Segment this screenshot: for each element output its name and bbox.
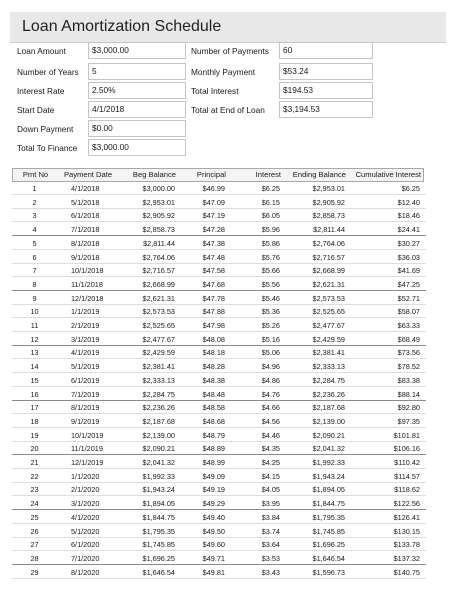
number-of-years-label: Number of Years xyxy=(17,67,79,77)
cell-principal: $47.48 xyxy=(202,252,225,262)
cell-ending-balance: $2,381.41 xyxy=(312,348,345,358)
down-payment-label: Down Payment xyxy=(17,124,74,134)
cell-ending-balance: $2,716.57 xyxy=(312,252,345,262)
interest-rate-label: Interest Rate xyxy=(17,86,65,96)
cell-interest: $4.46 xyxy=(261,430,280,440)
cell-interest: $5.96 xyxy=(261,225,280,235)
cell-ending-balance: $2,429.59 xyxy=(312,334,345,344)
cell-pmt-no: 18 xyxy=(30,416,39,426)
cell-beg-balance: $2,905.92 xyxy=(142,211,175,221)
cell-pmt-no: 22 xyxy=(30,471,39,481)
cell-principal: $48.28 xyxy=(202,362,225,372)
total-interest-field[interactable]: $194.53 xyxy=(279,82,373,99)
cell-beg-balance: $2,090.21 xyxy=(142,444,175,454)
cell-pmt-no: 20 xyxy=(30,444,39,454)
cell-cumulative-interest: $126.41 xyxy=(393,512,420,522)
cell-payment-date: 12/1/2018 xyxy=(71,293,104,303)
cell-interest: $4.66 xyxy=(261,403,280,413)
table-row xyxy=(12,183,426,195)
cell-principal: $48.18 xyxy=(202,348,225,358)
cell-ending-balance: $2,187.68 xyxy=(312,403,345,413)
cell-ending-balance: $2,525.65 xyxy=(312,307,345,317)
table-row xyxy=(12,279,426,291)
cell-cumulative-interest: $52.71 xyxy=(397,293,420,303)
amortization-table xyxy=(10,0,468,613)
cell-ending-balance: $2,236.26 xyxy=(312,389,345,399)
header-interest: Interest xyxy=(255,170,281,179)
header-ending-balance: Ending Balance xyxy=(292,170,346,179)
cell-beg-balance: $1,844.75 xyxy=(142,512,175,522)
cell-interest: $5.06 xyxy=(261,348,280,358)
cell-ending-balance: $2,621.31 xyxy=(312,279,345,289)
cell-interest: $5.16 xyxy=(261,334,280,344)
cell-pmt-no: 17 xyxy=(30,403,39,413)
cell-interest: $3.95 xyxy=(261,499,280,509)
cell-cumulative-interest: $18.46 xyxy=(397,211,420,221)
cell-pmt-no: 24 xyxy=(30,499,39,509)
table-header-row xyxy=(12,168,424,182)
cell-ending-balance: $2,764.06 xyxy=(312,238,345,248)
cell-ending-balance: $2,953.01 xyxy=(312,184,345,193)
cell-cumulative-interest: $130.15 xyxy=(393,526,420,536)
table-row xyxy=(12,224,426,236)
cell-principal: $46.99 xyxy=(202,184,225,193)
cell-principal: $48.58 xyxy=(202,403,225,413)
cell-principal: $49.40 xyxy=(202,512,225,522)
table-row xyxy=(12,416,426,428)
cell-cumulative-interest: $122.56 xyxy=(393,499,420,509)
cell-ending-balance: $1,646.54 xyxy=(312,553,345,563)
cell-principal: $49.29 xyxy=(202,499,225,509)
cell-pmt-no: 28 xyxy=(30,553,39,563)
cell-beg-balance: $1,745.85 xyxy=(142,540,175,550)
table-row xyxy=(12,306,426,318)
cell-interest: $4.56 xyxy=(261,416,280,426)
table-row xyxy=(12,512,426,524)
cell-beg-balance: $1,795.35 xyxy=(142,526,175,536)
cell-ending-balance: $2,477.67 xyxy=(312,321,345,330)
cell-payment-date: 8/1/2020 xyxy=(71,567,100,577)
cell-ending-balance: $1,894.05 xyxy=(312,485,345,495)
cell-payment-date: 6/1/2018 xyxy=(71,211,100,221)
cell-interest: $6.25 xyxy=(261,184,280,193)
cell-payment-date: 8/1/2019 xyxy=(71,403,100,413)
cell-pmt-no: 21 xyxy=(30,458,39,467)
cell-interest: $4.96 xyxy=(261,362,280,372)
cell-payment-date: 11/1/2019 xyxy=(71,444,103,454)
interest-rate-field[interactable]: 2.50% xyxy=(88,82,186,99)
cell-payment-date: 5/1/2018 xyxy=(71,197,100,207)
page-title: Loan Amortization Schedule xyxy=(22,18,222,35)
cell-interest: $5.26 xyxy=(261,321,280,330)
total-to-finance-field[interactable]: $3,000.00 xyxy=(88,139,186,156)
cell-cumulative-interest: $36.03 xyxy=(397,252,420,262)
cell-payment-date: 4/1/2018 xyxy=(71,184,100,193)
cell-ending-balance: $1,696.25 xyxy=(312,540,345,550)
cell-beg-balance: $2,041.32 xyxy=(142,458,175,467)
cell-pmt-no: 14 xyxy=(30,362,39,372)
cell-cumulative-interest: $106.16 xyxy=(393,444,420,454)
cell-pmt-no: 9 xyxy=(32,293,37,303)
table-row xyxy=(12,471,426,483)
cell-payment-date: 12/1/2019 xyxy=(71,458,104,467)
table-row xyxy=(12,252,426,264)
cell-interest: $3.84 xyxy=(261,512,280,522)
cell-ending-balance: $1,992.33 xyxy=(312,458,345,467)
cell-principal: $48.89 xyxy=(202,444,225,454)
down-payment-field[interactable]: $0.00 xyxy=(88,120,186,137)
cell-principal: $49.19 xyxy=(202,485,225,495)
cell-ending-balance: $2,090.21 xyxy=(312,430,345,440)
cell-ending-balance: $2,858.73 xyxy=(312,211,345,221)
cell-interest: $4.25 xyxy=(261,458,280,467)
cell-payment-date: 5/1/2020 xyxy=(71,526,100,536)
table-row xyxy=(12,389,426,401)
total-end-of-loan-label: Total at End of Loan xyxy=(191,105,265,115)
cell-cumulative-interest: $63.33 xyxy=(397,321,420,330)
cell-payment-date: 5/1/2019 xyxy=(71,362,100,372)
cell-principal: $47.38 xyxy=(202,238,225,248)
cell-interest: $3.74 xyxy=(261,526,280,536)
cell-beg-balance: $1,646.54 xyxy=(142,567,175,577)
cell-beg-balance: $2,236.26 xyxy=(142,403,175,413)
table-row xyxy=(12,457,426,469)
cell-cumulative-interest: $6.25 xyxy=(401,184,420,193)
cell-beg-balance: $1,943.24 xyxy=(142,485,175,495)
cell-interest: $5.86 xyxy=(261,238,280,248)
cell-beg-balance: $2,333.13 xyxy=(142,375,175,385)
cell-payment-date: 10/1/2018 xyxy=(71,266,104,276)
cell-principal: $47.58 xyxy=(202,266,225,276)
cell-payment-date: 10/1/2019 xyxy=(71,430,104,440)
cell-cumulative-interest: $83.38 xyxy=(397,375,420,385)
cell-beg-balance: $2,381.41 xyxy=(142,362,175,372)
table-row xyxy=(12,347,426,359)
cell-interest: $4.76 xyxy=(261,389,280,399)
cell-pmt-no: 15 xyxy=(30,375,39,385)
cell-payment-date: 6/1/2020 xyxy=(71,540,100,550)
cell-principal: $49.81 xyxy=(202,567,225,577)
table-row xyxy=(12,553,426,565)
cell-cumulative-interest: $73.56 xyxy=(397,348,420,358)
cell-beg-balance: $1,992.33 xyxy=(142,471,175,481)
cell-pmt-no: 23 xyxy=(30,485,39,495)
cell-ending-balance: $2,333.13 xyxy=(312,362,345,372)
cell-interest: $5.76 xyxy=(261,252,280,262)
table-row xyxy=(12,498,426,510)
table-row xyxy=(12,443,426,455)
cell-ending-balance: $1,745.85 xyxy=(312,526,345,536)
cell-ending-balance: $1,943.24 xyxy=(312,471,345,481)
start-date-field[interactable]: 4/1/2018 xyxy=(88,101,186,118)
cell-beg-balance: $2,858.73 xyxy=(142,225,175,235)
cell-interest: $4.05 xyxy=(261,485,280,495)
cell-interest: $4.86 xyxy=(261,375,280,385)
total-end-of-loan-field[interactable]: $3,194.53 xyxy=(279,101,373,118)
cell-principal: $47.09 xyxy=(202,197,225,207)
cell-pmt-no: 26 xyxy=(30,526,39,536)
cell-beg-balance: $2,525.65 xyxy=(142,321,175,330)
cell-pmt-no: 10 xyxy=(30,307,39,317)
cell-payment-date: 11/1/2018 xyxy=(71,279,103,289)
cell-beg-balance: $2,764.06 xyxy=(142,252,175,262)
cell-cumulative-interest: $30.27 xyxy=(397,238,420,248)
cell-payment-date: 2/1/2020 xyxy=(71,485,100,495)
cell-principal: $47.88 xyxy=(202,307,225,317)
cell-pmt-no: 3 xyxy=(32,211,37,221)
cell-payment-date: 7/1/2018 xyxy=(71,225,100,235)
cell-pmt-no: 7 xyxy=(32,266,37,276)
cell-principal: $47.78 xyxy=(202,293,225,303)
cell-pmt-no: 13 xyxy=(30,348,39,358)
cell-principal: $48.48 xyxy=(202,389,225,399)
cell-payment-date: 9/1/2019 xyxy=(71,416,100,426)
table-row xyxy=(12,361,426,373)
number-of-payments-field[interactable]: 60 xyxy=(279,42,373,59)
cell-ending-balance: $2,573.53 xyxy=(312,293,345,303)
cell-pmt-no: 6 xyxy=(32,252,37,262)
cell-ending-balance: $2,284.75 xyxy=(312,375,345,385)
cell-ending-balance: $1,844.75 xyxy=(312,499,345,509)
cell-beg-balance: $2,429.59 xyxy=(142,348,175,358)
cell-beg-balance: $2,139.00 xyxy=(142,430,175,440)
cell-payment-date: 8/1/2018 xyxy=(71,238,100,248)
cell-pmt-no: 16 xyxy=(30,389,39,399)
cell-beg-balance: $2,573.53 xyxy=(142,307,175,317)
cell-beg-balance: $1,894.05 xyxy=(142,499,175,509)
cell-interest: $5.56 xyxy=(261,279,280,289)
cell-ending-balance: $2,811.44 xyxy=(313,225,345,235)
cell-principal: $48.38 xyxy=(202,375,225,385)
cell-principal: $47.68 xyxy=(202,279,225,289)
table-row xyxy=(12,526,426,538)
header-cumulative-interest: Cumulative Interest xyxy=(355,170,421,179)
cell-cumulative-interest: $41.69 xyxy=(397,266,420,276)
cell-interest: $4.15 xyxy=(261,471,280,481)
table-row xyxy=(12,210,426,222)
cell-ending-balance: $2,139.00 xyxy=(312,416,345,426)
cell-pmt-no: 4 xyxy=(32,225,37,235)
cell-cumulative-interest: $137.32 xyxy=(393,553,420,563)
cell-cumulative-interest: $68.49 xyxy=(397,334,420,344)
cell-interest: $6.15 xyxy=(261,197,280,207)
cell-principal: $47.98 xyxy=(202,321,225,330)
cell-ending-balance: $1,596.73 xyxy=(312,567,345,577)
header-principal: Principal xyxy=(196,170,226,179)
cell-beg-balance: $2,716.57 xyxy=(142,266,175,276)
cell-pmt-no: 12 xyxy=(30,334,39,344)
cell-beg-balance: $2,621.31 xyxy=(142,293,175,303)
cell-ending-balance: $1,795.35 xyxy=(312,512,345,522)
cell-pmt-no: 8 xyxy=(32,279,37,289)
cell-pmt-no: 25 xyxy=(30,512,39,522)
cell-pmt-no: 19 xyxy=(30,430,39,440)
cell-beg-balance: $2,953.01 xyxy=(142,197,175,207)
cell-pmt-no: 2 xyxy=(32,197,37,207)
number-of-payments-label: Number of Payments xyxy=(191,46,269,56)
cell-payment-date: 7/1/2020 xyxy=(71,553,100,563)
cell-principal: $49.09 xyxy=(202,471,225,481)
table-row xyxy=(12,334,426,346)
cell-cumulative-interest: $118.62 xyxy=(394,485,420,495)
cell-payment-date: 3/1/2019 xyxy=(71,334,100,344)
table-row xyxy=(12,238,426,250)
cell-beg-balance: $3,000.00 xyxy=(142,184,175,193)
table-row xyxy=(12,320,426,332)
cell-principal: $48.68 xyxy=(202,416,225,426)
total-interest-label: Total Interest xyxy=(191,86,239,96)
cell-beg-balance: $2,187.68 xyxy=(142,416,175,426)
cell-cumulative-interest: $88.14 xyxy=(397,389,420,399)
cell-ending-balance: $2,905.92 xyxy=(312,197,345,207)
table-row xyxy=(12,539,426,551)
cell-cumulative-interest: $12.40 xyxy=(397,197,420,207)
monthly-payment-field[interactable]: $53.24 xyxy=(279,63,373,80)
cell-cumulative-interest: $97.35 xyxy=(397,416,420,426)
table-row xyxy=(12,375,426,387)
cell-interest: $4.35 xyxy=(261,444,280,454)
cell-beg-balance: $2,477.67 xyxy=(142,334,175,344)
cell-payment-date: 1/1/2020 xyxy=(71,471,100,481)
cell-interest: $5.36 xyxy=(261,307,280,317)
cell-interest: $6.05 xyxy=(261,211,280,221)
cell-cumulative-interest: $47.25 xyxy=(397,279,420,289)
cell-payment-date: 4/1/2019 xyxy=(71,348,100,358)
table-row xyxy=(12,197,426,209)
cell-pmt-no: 27 xyxy=(30,540,39,550)
header-beg-balance: Beg Balance xyxy=(132,170,176,179)
cell-cumulative-interest: $133.78 xyxy=(393,540,420,550)
cell-payment-date: 1/1/2019 xyxy=(71,307,100,317)
cell-beg-balance: $2,668.99 xyxy=(142,279,175,289)
cell-pmt-no: 11 xyxy=(30,321,39,330)
cell-payment-date: 9/1/2018 xyxy=(71,252,100,262)
cell-principal: $48.79 xyxy=(202,430,225,440)
cell-principal: $47.19 xyxy=(202,211,225,221)
cell-payment-date: 6/1/2019 xyxy=(71,375,100,385)
cell-principal: $48.99 xyxy=(202,458,225,467)
cell-payment-date: 4/1/2020 xyxy=(71,512,100,522)
cell-principal: $49.71 xyxy=(202,553,225,563)
cell-beg-balance: $2,811.44 xyxy=(143,238,175,248)
cell-interest: $3.53 xyxy=(261,553,280,563)
cell-cumulative-interest: $92.80 xyxy=(397,403,420,413)
cell-cumulative-interest: $140.75 xyxy=(393,567,420,577)
loan-amount-label: Loan Amount xyxy=(17,46,66,56)
cell-principal: $47.28 xyxy=(202,225,225,235)
cell-principal: $48.08 xyxy=(202,334,225,344)
number-of-years-field[interactable]: 5 xyxy=(88,63,186,80)
cell-principal: $49.50 xyxy=(202,526,225,536)
cell-cumulative-interest: $58.07 xyxy=(397,307,420,317)
start-date-label: Start Date xyxy=(17,105,55,115)
cell-pmt-no: 29 xyxy=(30,567,39,577)
cell-principal: $49.60 xyxy=(202,540,225,550)
monthly-payment-label: Monthly Payment xyxy=(191,67,256,77)
cell-interest: $3.43 xyxy=(261,567,280,577)
loan-amount-field[interactable]: $3,000.00 xyxy=(88,42,186,59)
table-row xyxy=(12,567,426,579)
cell-ending-balance: $2,041.32 xyxy=(312,444,345,454)
total-to-finance-label: Total To Finance xyxy=(17,143,78,153)
cell-cumulative-interest: $110.42 xyxy=(394,458,420,467)
cell-payment-date: 7/1/2019 xyxy=(71,389,100,399)
header-pmt-no: Pmt No xyxy=(22,170,49,179)
cell-beg-balance: $1,696.25 xyxy=(142,553,175,563)
cell-cumulative-interest: $24.41 xyxy=(397,225,420,235)
cell-interest: $5.66 xyxy=(261,266,280,276)
cell-interest: $5.46 xyxy=(261,293,280,303)
cell-interest: $3.64 xyxy=(261,540,280,550)
header-payment-date: Payment Date xyxy=(63,170,113,179)
cell-ending-balance: $2,668.99 xyxy=(312,266,345,276)
table-row xyxy=(12,265,426,277)
table-row xyxy=(12,430,426,442)
cell-cumulative-interest: $114.57 xyxy=(394,471,420,481)
table-row xyxy=(12,293,426,305)
cell-beg-balance: $2,284.75 xyxy=(142,389,175,399)
table-row xyxy=(12,484,426,496)
cell-payment-date: 2/1/2019 xyxy=(71,321,100,330)
cell-cumulative-interest: $78.52 xyxy=(397,362,420,372)
cell-payment-date: 3/1/2020 xyxy=(71,499,100,509)
cell-pmt-no: 5 xyxy=(32,238,37,248)
cell-pmt-no: 1 xyxy=(32,184,37,193)
cell-cumulative-interest: $101.81 xyxy=(393,430,420,440)
table-row xyxy=(12,402,426,414)
